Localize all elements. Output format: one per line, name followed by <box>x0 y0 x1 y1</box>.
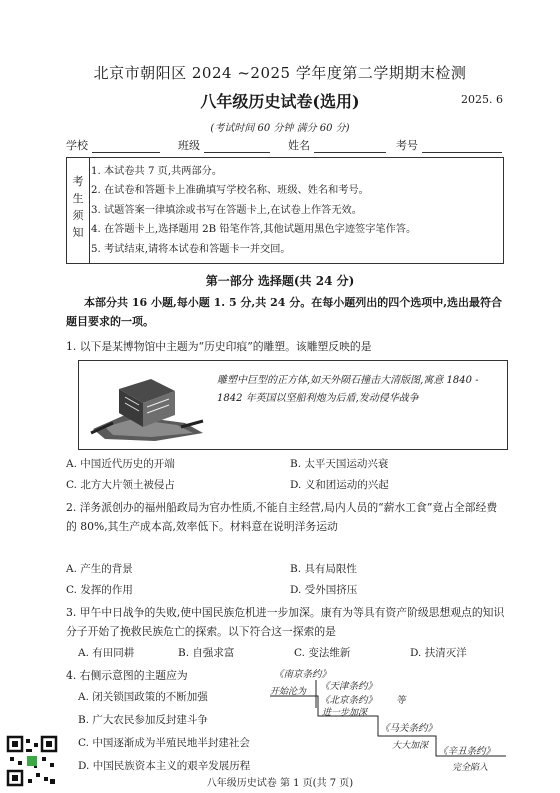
stage-label-1: 开始沦为 <box>270 687 307 697</box>
treaty-tianjin: 《天津条约》 <box>320 681 378 692</box>
sculpture-image <box>85 367 207 443</box>
stage-label-3: 大大加深 <box>392 741 429 751</box>
question-4-stem: 4. 右侧示意图的主题应为 <box>66 669 188 682</box>
stage-label-2: 进一步加深 <box>322 708 368 718</box>
question-1-option-d: D. 义和团运动的兴起 <box>290 479 389 491</box>
question-3-option-a: A. 有田同耕 <box>78 647 135 659</box>
section-instructions: 本部分共 16 小题,每小题 1. 5 分,共 24 分。在每小题列出的四个选项中,选出最符合题目要求的一项。 <box>66 296 503 328</box>
question-2-option-d: D. 受外国挤压 <box>290 584 358 596</box>
exam-duration: (考试时间 60 分钟 满分 60 分) <box>210 123 350 134</box>
school-label: 学校 <box>66 139 88 152</box>
notice-item: 1. 本试卷共 7 页,共两部分。 <box>91 166 223 177</box>
page-footer: 八年级历史试卷 第 1 页(共 7 页) <box>206 778 354 789</box>
section-title: 第一部分 选择题(共 24 分) <box>205 274 355 288</box>
notice-item: 4. 在答题卡上,选择题用 2B 铅笔作答,其他试题用黑色字迹签字笔作答。 <box>91 224 417 236</box>
question-2-option-c: C. 发挥的作用 <box>66 584 133 596</box>
name-field <box>288 137 386 153</box>
question-1-option-a: A. 中国近代历史的开端 <box>66 458 175 470</box>
question-1-option-c: C. 北方大片领土被侵占 <box>66 479 175 491</box>
notice-list <box>91 162 416 259</box>
question-3-option-b: B. 自强求富 <box>178 647 235 659</box>
question-4-diagram <box>268 664 508 774</box>
question-3-option-c: C. 变法维新 <box>294 647 351 659</box>
sculpture-caption: 雕塑中巨型的正方体,如天外陨石撞击大清版图,寓意 1840 - 1842 年英国以坚船利炮为后盾,发动侵华战争 <box>217 375 479 404</box>
notice-item: 5. 考试结束,请将本试卷和答题卡一并交回。 <box>91 243 291 255</box>
question-3-option-d: D. 扶清灭洋 <box>410 647 467 659</box>
treaty-beijing: 《北京条约》 <box>320 695 378 706</box>
notice-side-label: 考 生 须 知 <box>67 158 90 263</box>
treaty-nanjing: 《南京条约》 <box>274 669 332 680</box>
question-1-option-b: B. 太平天国运动兴衰 <box>290 458 389 470</box>
exam-title: 北京市朝阳区 2024 ~2025 学年度第二学期期末检测 <box>93 64 467 82</box>
notice-item: 3. 试题答案一律填涂或书写在答题卡上,在试卷上作答无效。 <box>91 204 362 216</box>
question-4-option-c: C. 中国逐渐成为半殖民地半封建社会 <box>78 737 250 749</box>
staircase-lines <box>268 664 508 774</box>
school-field <box>66 137 160 153</box>
question-1-stem: 1. 以下是某博物馆中主题为“历史印痕”的雕塑。该雕塑反映的是 <box>66 340 372 353</box>
school-blank <box>92 140 160 153</box>
question-4-option-b: B. 广大农民参加反封建斗争 <box>78 714 208 726</box>
number-field <box>396 137 502 153</box>
class-blank <box>204 140 270 153</box>
question-2-stem: 2. 洋务派创办的福州船政局为官办性质,不能自主经营,局内人员的“薪水工食”竟占全部经费的 80%,其生产成本高,效率低下。材料意在说明洋务运动 <box>66 501 498 533</box>
name-label: 姓名 <box>288 139 310 152</box>
question-3-stem: 3. 甲午中日战争的失败,使中国民族危机进一步加深。康有为等具有资产阶级思想观点的知识分子开始了挽救民族危亡的探索。以下符合这一探索的是 <box>66 606 505 638</box>
class-field <box>178 137 270 153</box>
question-2-option-b: B. 具有局限性 <box>290 563 357 575</box>
question-2-option-a: A. 产生的背景 <box>66 563 133 575</box>
treaty-extra-label: 等 <box>396 695 406 706</box>
exam-notice-box <box>66 157 504 264</box>
question-4-option-d: D. 中国民族资本主义的艰辛发展历程 <box>78 760 251 772</box>
treaty-xinchou: 《辛丑条约》 <box>438 746 496 757</box>
name-blank <box>314 140 386 153</box>
number-label: 考号 <box>396 139 418 152</box>
stage-label-4: 完全陷入 <box>452 763 489 773</box>
exam-subtitle: 八年级历史试卷(选用) <box>200 92 360 111</box>
question-1-figure <box>78 360 508 450</box>
notice-item: 2. 在试卷和答题卡上准确填写学校名称、班级、姓名和考号。 <box>91 185 369 197</box>
exam-date: 2025. 6 <box>461 93 503 106</box>
treaty-maguan: 《马关条约》 <box>380 723 438 734</box>
question-4-option-a: A. 闭关锁国政策的不断加强 <box>78 691 208 703</box>
number-blank <box>422 140 502 153</box>
class-label: 班级 <box>178 139 200 152</box>
